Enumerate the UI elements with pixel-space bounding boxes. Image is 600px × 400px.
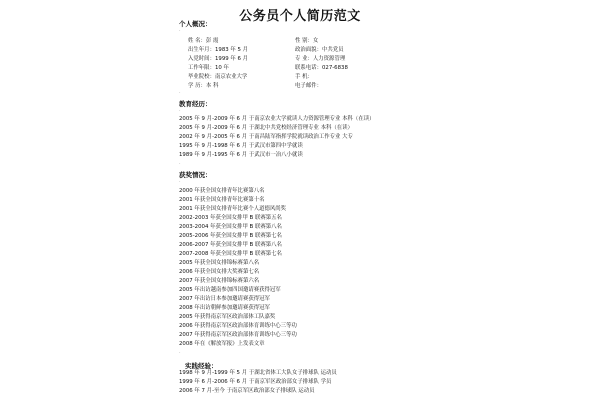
personal-email: 电子邮件： [295,83,322,89]
practice-item: 2006 年 7 月-至今 于南京军区政治部女子排球队 运动员 [179,388,315,394]
award-item: 2005 年获全国女排锦标赛第八名 [179,260,260,266]
personal-party-date: 入党时间：1999 年 6 月 [188,56,249,62]
award-item: 2006 年获全国女排大奖赛第七名 [179,269,260,275]
education-item: 2005 年 9 月-2009 年 6 月 于湖北中共党校经济管理专业 本科（在读） [179,125,353,131]
award-item: 2002-2003 年获全国女排甲 B 联赛第五名 [179,215,282,221]
document-title: 公务员个人简历范文 [239,9,361,24]
education-heading: 教育经历： [179,100,212,108]
education-item: 1989 年 9 月-1995 年 6 月 于武汉市一冶八小就读 [179,152,303,158]
blank-line-marker: · [179,350,181,356]
personal-name: 姓 名：彭 霞 [188,38,219,44]
award-item: 2008 年出访朝鲜参加邀请赛获得冠军 [179,305,270,311]
blank-line-marker: · [179,90,181,96]
personal-heading: 个人概况： [179,20,212,28]
personal-politics: 政治面貌：中共党员 [295,47,344,53]
personal-school: 毕业院校：南京农业大学 [188,74,248,80]
education-item: 1995 年 9 月-1998 年 6 月 于武汉市第四中学就读 [179,143,303,149]
award-item: 2001 年获全国女排青年比赛第十名 [179,197,265,203]
personal-birth: 出生年月：1983 年 5 月 [188,47,249,53]
personal-work-years: 工作年限：10 年 [188,65,229,71]
award-item: 2005 年获得南京军区政治部体工队嘉奖 [179,314,276,320]
education-item: 2002 年 9 月-2005 年 6 月 于南昌陆军指挥学院就读政治工作专业 大专 [179,134,353,140]
award-item: 2007 年出访日本参加邀请赛获得冠军 [179,296,270,302]
award-item: 2005 年出访越南参加四国邀请赛获得冠军 [179,287,281,293]
award-item: 2006 年获得南京军区政治部体育训练中心三等功 [179,323,297,329]
practice-item: 1998 年 9 月-1999 年 5 月 于湖北省体工大队女子排球队 运动员 [179,370,337,376]
blank-line-marker: · [179,179,181,185]
personal-gender: 性 别：女 [295,38,319,44]
award-item: 2001 年获全国女排青年比赛个人道德风尚奖 [179,206,287,212]
education-item: 2005 年 9 月-2009 年 6 月 于南京农业大学就读人力资源管理专业 本科（在读） [179,116,375,122]
award-item: 2007 年获全国女排锦标赛第六名 [179,278,260,284]
award-item: 2000 年获全国女排青年比赛第八名 [179,188,265,194]
personal-degree: 学 历：本 科 [188,83,219,89]
blank-line-marker: · [179,28,181,34]
awards-heading: 获奖情况： [179,171,212,179]
award-item: 2008 年在《解放军报》上发表文章 [179,341,265,347]
blank-line-marker: · [179,161,181,167]
practice-heading: 实践经验： [185,362,218,370]
practice-item: 1999 年 6 月-2006 年 6 月 于南京军区政治部女子排球队 学员 [179,379,332,385]
award-item: 2005-2006 年获全国女排甲 B 联赛第七名 [179,233,282,239]
personal-phone: 联系电话：027-6838 [295,65,348,71]
personal-major: 专 业：人力资源管理 [295,56,346,62]
blank-line-marker: · [179,108,181,114]
award-item: 2006-2007 年获全国女排甲 B 联赛第八名 [179,242,282,248]
award-item: 2007-2008 年获全国女排甲 B 联赛第七名 [179,251,282,257]
award-item: 2003-2004 年获全国女排甲 B 联赛第八名 [179,224,282,230]
personal-mobile: 手 机： [295,74,313,80]
award-item: 2007 年获得南京军区政治部体育训练中心三等功 [179,332,297,338]
